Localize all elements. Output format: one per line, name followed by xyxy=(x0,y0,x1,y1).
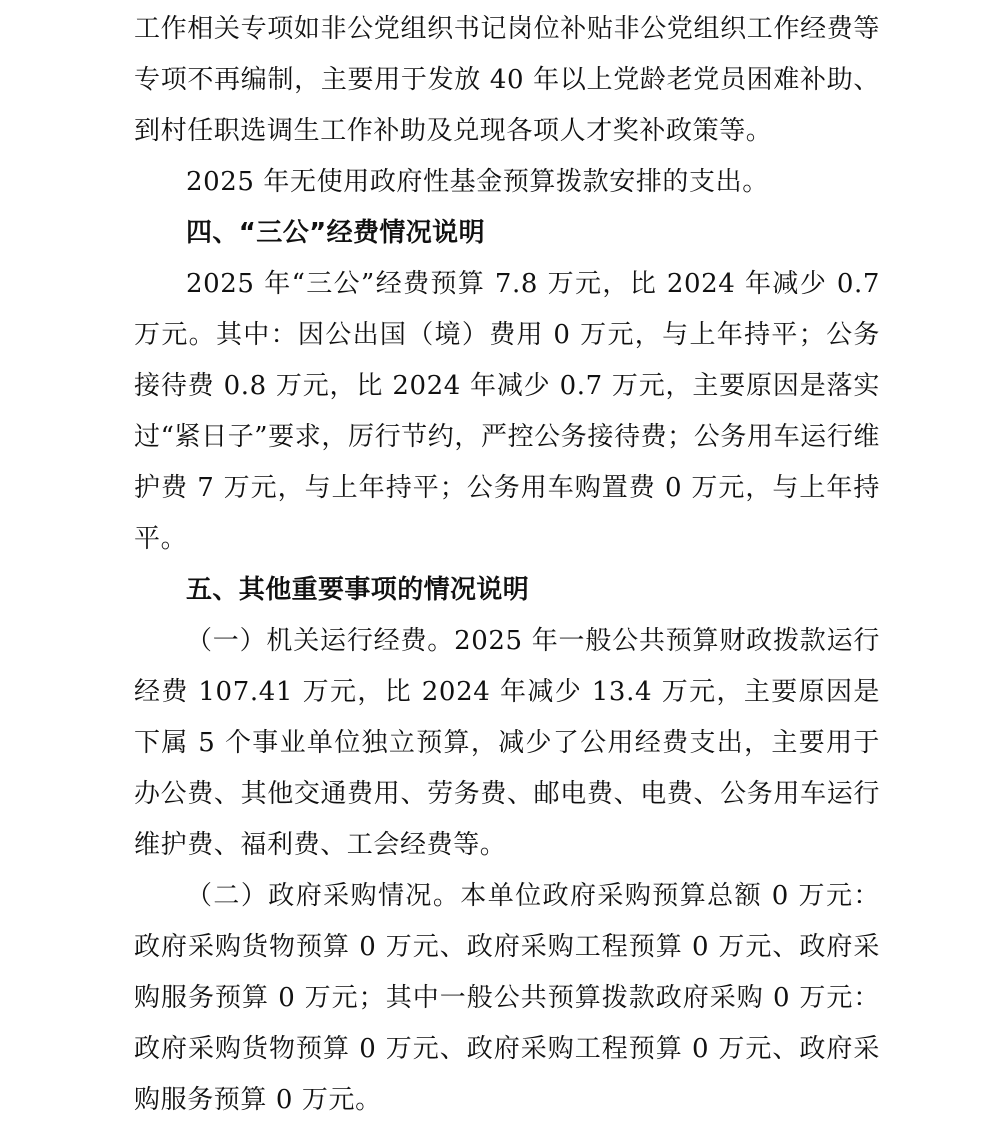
paragraph-special-projects: 工作相关专项如非公党组织书记岗位补贴非公党组织工作经费等专项不再编制，主要用于发放 40 年以上党龄老党员困难补助、到村任职选调生工作补助及兑现各项人才奖补政策等。 xyxy=(134,14,880,146)
paragraph-three-public-budget: 2025 年“三公”经费预算 7.8 万元，比 2024 年减少 0.7 万元。其中：因公出国（境）费用 0 万元，与上年持平；公务接待费 0.8 万元，比 2024 年减少 0.7 万元，主要原因是落实过“紧日子”要求，厉行节约，严控公务接待费；公务用车运行维护费 7 万元，与上年持平；公务用车购置费 0 万元，与上年持平。 xyxy=(134,269,880,554)
document-body xyxy=(134,4,880,1126)
paragraph-operating-expenses: （一）机关运行经费。2025 年一般公共预算财政拨款运行经费 107.41 万元，比 2024 年减少 13.4 万元，主要原因是下属 5 个事业单位独立预算，减少了公用经费支出，主要用于办公费、其他交通费用、劳务费、邮电费、电费、公务用车运行维护费、福利费、工会经费等。 xyxy=(134,626,880,860)
section-heading-other-matters: 五、其他重要事项的情况说明 xyxy=(186,575,530,605)
paragraph-fund-budget: 2025 年无使用政府性基金预算拨款安排的支出。 xyxy=(186,167,769,197)
section-heading-three-public: 四、“三公”经费情况说明 xyxy=(186,218,485,248)
paragraph-procurement: （二）政府采购情况。本单位政府采购预算总额 0 万元：政府采购货物预算 0 万元、政府采购工程预算 0 万元、政府采购服务预算 0 万元；其中一般公共预算拨款政府采购 0 万元：政府采购货物预算 0 万元、政府采购工程预算 0 万元、政府采购服务预算 0 万元。 xyxy=(134,881,880,1115)
